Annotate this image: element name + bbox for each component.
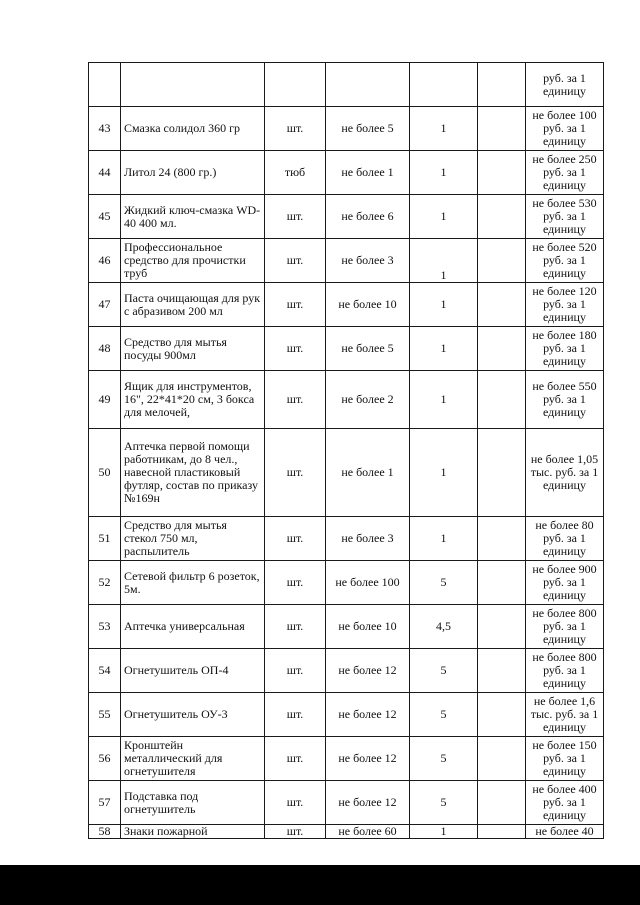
item-name-cell: Ящик для инструментов, 16", 22*41*20 см, 3 бокса для мелочей, — [121, 371, 265, 429]
empty-column-cell — [478, 605, 526, 649]
unit-of-measure-cell: шт. — [265, 693, 326, 737]
price-limit-cell: не более 100 руб. за 1 единицу — [526, 107, 604, 151]
table-row — [89, 693, 604, 737]
item-name-cell: Средство для мытья посуды 900мл — [121, 327, 265, 371]
quantity-limit-cell: не более 2 — [326, 371, 410, 429]
table-row — [89, 517, 604, 561]
empty-column-cell — [478, 371, 526, 429]
price-limit-cell: не более 400 руб. за 1 единицу — [526, 781, 604, 825]
table-row — [89, 429, 604, 517]
quantity-limit-cell: не более 10 — [326, 283, 410, 327]
price-limit-cell: не более 150 руб. за 1 единицу — [526, 737, 604, 781]
row-number-cell: 43 — [89, 107, 121, 151]
table-row — [89, 107, 604, 151]
scan-bottom-border — [0, 865, 640, 905]
price-limit-cell: не более 800 руб. за 1 единицу — [526, 605, 604, 649]
amount-cell: 1 — [410, 517, 478, 561]
quantity-limit-cell: не более 12 — [326, 737, 410, 781]
unit-of-measure-cell: тюб — [265, 151, 326, 195]
unit-of-measure-cell: шт. — [265, 429, 326, 517]
table-row — [89, 561, 604, 605]
item-name-cell: Огнетушитель ОП-4 — [121, 649, 265, 693]
empty-column-cell — [478, 239, 526, 283]
item-name-cell: Литол 24 (800 гр.) — [121, 151, 265, 195]
price-limit-cell: не более 120 руб. за 1 единицу — [526, 283, 604, 327]
amount-cell: 4,5 — [410, 605, 478, 649]
table-row — [89, 283, 604, 327]
row-number-cell: 52 — [89, 561, 121, 605]
row-number-cell: 53 — [89, 605, 121, 649]
quantity-limit-cell: не более 100 — [326, 561, 410, 605]
amount-cell: 1 — [410, 151, 478, 195]
amount-cell: 1 — [410, 429, 478, 517]
unit-of-measure-cell: шт. — [265, 649, 326, 693]
quantity-limit-cell: не более 6 — [326, 195, 410, 239]
quantity-limit-cell — [326, 63, 410, 107]
item-name-cell: Смазка солидол 360 гр — [121, 107, 265, 151]
item-name-cell: Подставка под огнетушитель — [121, 781, 265, 825]
empty-column-cell — [478, 283, 526, 327]
unit-of-measure-cell: шт. — [265, 605, 326, 649]
amount-cell: 5 — [410, 561, 478, 605]
quantity-limit-cell: не более 5 — [326, 107, 410, 151]
table-row — [89, 649, 604, 693]
price-limit-cell: не более 1,05 тыс. руб. за 1 единицу — [526, 429, 604, 517]
item-name-cell — [121, 63, 265, 107]
unit-of-measure-cell: шт. — [265, 283, 326, 327]
amount-cell: 5 — [410, 693, 478, 737]
unit-of-measure-cell: шт. — [265, 737, 326, 781]
empty-column-cell — [478, 561, 526, 605]
unit-of-measure-cell: шт. — [265, 517, 326, 561]
quantity-limit-cell: не более 10 — [326, 605, 410, 649]
price-limit-cell: не более 550 руб. за 1 единицу — [526, 371, 604, 429]
price-limit-cell: не более 530 руб. за 1 единицу — [526, 195, 604, 239]
price-limit-cell: не более 180 руб. за 1 единицу — [526, 327, 604, 371]
row-number-cell: 49 — [89, 371, 121, 429]
price-limit-cell: не более 520 руб. за 1 единицу — [526, 239, 604, 283]
price-limit-cell: руб. за 1 единицу — [526, 63, 604, 107]
price-limit-cell: не более 900 руб. за 1 единицу — [526, 561, 604, 605]
empty-column-cell — [478, 781, 526, 825]
table-row — [89, 737, 604, 781]
price-limit-cell: не более 250 руб. за 1 единицу — [526, 151, 604, 195]
empty-column-cell — [478, 737, 526, 781]
table-row — [89, 63, 604, 107]
row-number-cell: 56 — [89, 737, 121, 781]
row-number-cell: 48 — [89, 327, 121, 371]
amount-cell: 1 — [410, 371, 478, 429]
table-row — [89, 371, 604, 429]
empty-column-cell — [478, 151, 526, 195]
table-row — [89, 825, 604, 839]
empty-column-cell — [478, 429, 526, 517]
amount-cell: 1 — [410, 107, 478, 151]
empty-column-cell — [478, 693, 526, 737]
empty-column-cell — [478, 649, 526, 693]
unit-of-measure-cell — [265, 63, 326, 107]
item-name-cell: Паста очищающая для рук с абразивом 200 мл — [121, 283, 265, 327]
amount-cell: 5 — [410, 781, 478, 825]
quantity-limit-cell: не более 12 — [326, 693, 410, 737]
item-name-cell: Аптечка универсальная — [121, 605, 265, 649]
price-limit-cell: не более 800 руб. за 1 единицу — [526, 649, 604, 693]
unit-of-measure-cell: шт. — [265, 561, 326, 605]
quantity-limit-cell: не более 12 — [326, 781, 410, 825]
amount-cell: 1 — [410, 239, 478, 283]
row-number-cell: 50 — [89, 429, 121, 517]
item-name-cell: Знаки пожарной — [121, 825, 265, 839]
table-row — [89, 327, 604, 371]
empty-column-cell — [478, 195, 526, 239]
amount-cell: 1 — [410, 825, 478, 839]
item-name-cell: Средство для мытья стекол 750 мл, распылитель — [121, 517, 265, 561]
amount-cell: 1 — [410, 327, 478, 371]
unit-of-measure-cell: шт. — [265, 195, 326, 239]
amount-cell: 5 — [410, 649, 478, 693]
row-number-cell: 58 — [89, 825, 121, 839]
unit-of-measure-cell: шт. — [265, 239, 326, 283]
quantity-limit-cell: не более 1 — [326, 151, 410, 195]
amount-cell: 5 — [410, 737, 478, 781]
amount-cell: 1 — [410, 283, 478, 327]
amount-cell — [410, 63, 478, 107]
item-name-cell: Профессиональное средство для прочистки труб — [121, 239, 265, 283]
empty-column-cell — [478, 327, 526, 371]
item-name-cell: Кронштейн металлический для огнетушителя — [121, 737, 265, 781]
table-row — [89, 605, 604, 649]
row-number-cell: 54 — [89, 649, 121, 693]
row-number-cell: 51 — [89, 517, 121, 561]
price-limit-cell: не более 40 — [526, 825, 604, 839]
empty-column-cell — [478, 107, 526, 151]
row-number-cell: 55 — [89, 693, 121, 737]
table-row — [89, 781, 604, 825]
unit-of-measure-cell: шт. — [265, 781, 326, 825]
quantity-limit-cell: не более 12 — [326, 649, 410, 693]
row-number-cell: 46 — [89, 239, 121, 283]
price-limit-cell: не более 80 руб. за 1 единицу — [526, 517, 604, 561]
price-limit-cell: не более 1,6 тыс. руб. за 1 единицу — [526, 693, 604, 737]
empty-column-cell — [478, 517, 526, 561]
row-number-cell: 45 — [89, 195, 121, 239]
row-number-cell: 47 — [89, 283, 121, 327]
quantity-limit-cell: не более 1 — [326, 429, 410, 517]
unit-of-measure-cell: шт. — [265, 371, 326, 429]
unit-of-measure-cell: шт. — [265, 327, 326, 371]
unit-of-measure-cell: шт. — [265, 107, 326, 151]
table-row — [89, 239, 604, 283]
item-name-cell: Жидкий ключ-смазка WD-40 400 мл. — [121, 195, 265, 239]
table-row — [89, 151, 604, 195]
empty-column-cell — [478, 825, 526, 839]
procurement-table — [88, 62, 604, 839]
empty-column-cell — [478, 63, 526, 107]
item-name-cell: Аптечка первой помощи работникам, до 8 чел., навесной пластиковый футляр, состав по приказу №169н — [121, 429, 265, 517]
quantity-limit-cell: не более 5 — [326, 327, 410, 371]
quantity-limit-cell: не более 3 — [326, 239, 410, 283]
amount-cell: 1 — [410, 195, 478, 239]
row-number-cell — [89, 63, 121, 107]
item-name-cell: Огнетушитель ОУ-3 — [121, 693, 265, 737]
row-number-cell: 57 — [89, 781, 121, 825]
table-row — [89, 195, 604, 239]
quantity-limit-cell: не более 3 — [326, 517, 410, 561]
row-number-cell: 44 — [89, 151, 121, 195]
item-name-cell: Сетевой фильтр 6 розеток, 5м. — [121, 561, 265, 605]
quantity-limit-cell: не более 60 — [326, 825, 410, 839]
unit-of-measure-cell: шт. — [265, 825, 326, 839]
